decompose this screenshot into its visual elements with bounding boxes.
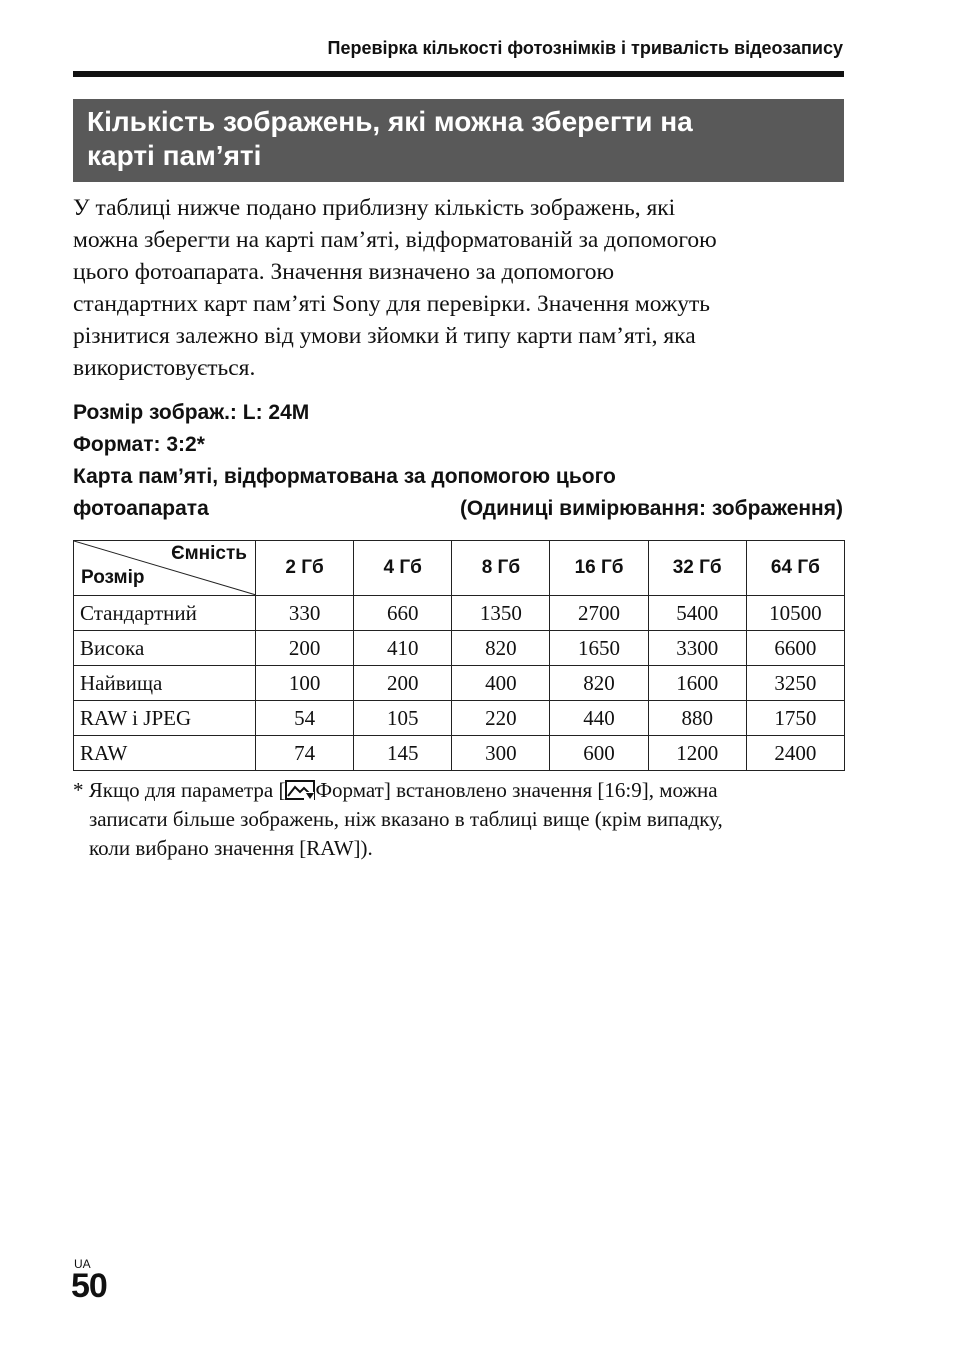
table-cell: 54: [256, 701, 354, 736]
language-code: UA: [74, 1257, 91, 1271]
card-spec-line2: фотоапарата: [73, 497, 209, 520]
table-cell: 820: [550, 666, 648, 701]
table-cell: 1650: [550, 631, 648, 666]
column-header: 16 Гб: [550, 541, 648, 596]
table-cell: 5400: [648, 596, 746, 631]
table-cell: 600: [550, 736, 648, 771]
capacity-label: Ємність: [171, 543, 247, 564]
table-cell: 200: [354, 666, 452, 701]
intro-line: цього фотоапарата. Значення визначено за допомогою: [73, 259, 615, 285]
size-label: Розмір: [81, 567, 145, 588]
table-cell: 820: [452, 631, 550, 666]
table-cell: 105: [354, 701, 452, 736]
table-cell: 3250: [746, 666, 844, 701]
row-label: RAW: [74, 736, 256, 771]
section-heading: [73, 99, 844, 182]
column-header: 8 Гб: [452, 541, 550, 596]
table-cell: 410: [354, 631, 452, 666]
footnote-line3: коли вибрано значення [RAW]).: [89, 836, 373, 860]
table-cell: 400: [452, 666, 550, 701]
header-rule: [73, 71, 844, 77]
table-cell: 2700: [550, 596, 648, 631]
column-header: 4 Гб: [354, 541, 452, 596]
table-cell: 74: [256, 736, 354, 771]
footnote-line1: [73, 776, 853, 805]
table-cell: 880: [648, 701, 746, 736]
row-label: Стандартний: [74, 596, 256, 631]
column-header: 32 Гб: [648, 541, 746, 596]
intro-line: стандартних карт пам’яті Sony для перевірки. Значення можуть: [73, 291, 710, 317]
column-header: 64 Гб: [746, 541, 844, 596]
table-cell: 10500: [746, 596, 844, 631]
section-heading-line1: Кількість зображень, які можна зберегти на: [87, 106, 693, 137]
table-cell: 300: [452, 736, 550, 771]
table-cell: 100: [256, 666, 354, 701]
table-row: [74, 736, 845, 771]
footnote-suffix: Формат] встановлено значення [16:9], можна: [315, 778, 718, 802]
row-label: RAW і JPEG: [74, 701, 256, 736]
intro-line: У таблиці нижче подано приблизну кількість зображень, які: [73, 195, 676, 221]
table-row: [74, 701, 845, 736]
table-cell: 1750: [746, 701, 844, 736]
table-cell: 2400: [746, 736, 844, 771]
table-row: [74, 596, 845, 631]
table-header-row: [74, 541, 845, 596]
intro-line: використовується.: [73, 355, 256, 381]
intro-line: різнитися залежно від умови зйомки й типу карти пам’яті, яка: [73, 323, 696, 349]
table-cell: 330: [256, 596, 354, 631]
table-row: [74, 631, 845, 666]
table-cell: 1200: [648, 736, 746, 771]
table-cell: 6600: [746, 631, 844, 666]
card-spec-line1: Карта пам’яті, відформатована за допомогою цього: [73, 465, 616, 488]
footnote: [73, 776, 853, 863]
table-cell: 660: [354, 596, 452, 631]
image-size-spec: Розмір зображ.: L: 24M: [73, 401, 310, 424]
capacity-table: [73, 540, 845, 771]
intro-paragraph: [73, 192, 853, 384]
table-cell: 145: [354, 736, 452, 771]
units-note: (Одиниці вимірювання: зображення): [459, 497, 843, 520]
footnote-prefix: * Якщо для параметра [: [73, 778, 286, 802]
image-format-icon: [285, 779, 315, 799]
section-heading-line2: карті пам’яті: [87, 140, 262, 171]
table-cell: 220: [452, 701, 550, 736]
table-cell: 200: [256, 631, 354, 666]
table-corner-cell: [74, 541, 256, 596]
page-number: 50: [71, 1267, 107, 1305]
aspect-spec: Формат: 3:2*: [73, 433, 205, 456]
table-cell: 440: [550, 701, 648, 736]
footnote-line2: записати більше зображень, ніж вказано в таблиці вище (крім випадку,: [89, 807, 723, 831]
intro-line: можна зберегти на карті пам’яті, відформатованій за допомогою: [73, 227, 717, 253]
table-cell: 1350: [452, 596, 550, 631]
row-label: Найвища: [74, 666, 256, 701]
table-row: [74, 666, 845, 701]
table-cell: 3300: [648, 631, 746, 666]
row-label: Висока: [74, 631, 256, 666]
running-header: Перевірка кількості фотознімків і тривалість відеозапису: [327, 38, 843, 58]
column-header: 2 Гб: [256, 541, 354, 596]
table-cell: 1600: [648, 666, 746, 701]
